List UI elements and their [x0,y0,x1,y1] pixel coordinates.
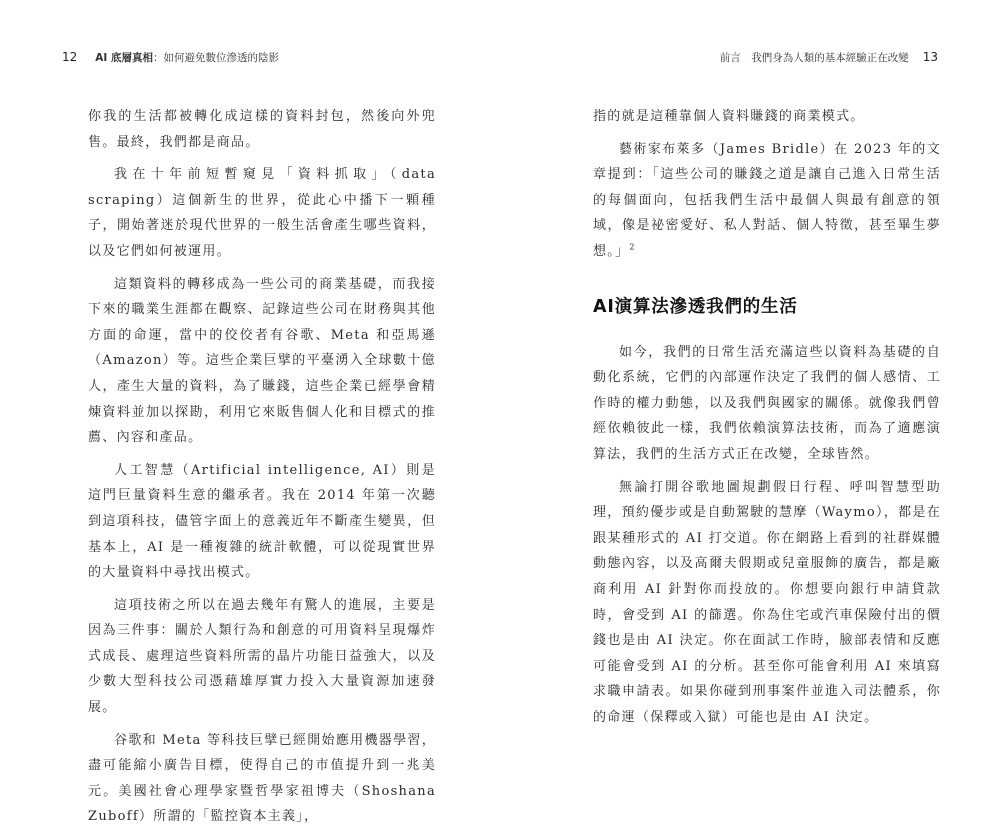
paragraph: 如今，我們的日常生活充滿這些以資料為基礎的自動化系統，它們的內部運作決定了我們的個人感情、工作時的權力動態，以及我們與國家的關係。就像我們曾經依賴彼此一樣，我們依賴演算法技術，而為了適應演算法，我們的生活方式正在改變，全球皆然。 [593,344,941,462]
paragraph-text: 藝術家布萊多（James Bridle）在 2023 年的文章提到：「這些公司的賺錢之道是讓自己進入日常生活的每個面向，包括我們生活中最個人與最有創意的領域，像是祕密愛好、私人對話、個人特徵，甚至畢生夢想。」 [593,141,941,259]
right-body-text [593,104,941,737]
book-title: AI 底層真相 [95,52,153,64]
right-running-head [720,50,938,65]
left-page [0,0,500,825]
left-page-number: 12 [62,50,78,64]
paragraph [593,137,941,265]
left-running-head [62,50,279,65]
chapter-title: 前言 我們身為人類的基本經驗正在改變 [719,52,909,64]
paragraph: 谷歌和 Meta 等科技巨擘已經開始應用機器學習，盡可能縮小廣告目標，使得自己的市值提升到一兆美元。美國社會心理學家暨哲學家祖博夫（Shoshana Zuboff）所謂的「監控資本主義」， [88,732,436,825]
paragraph: 這類資料的轉移成為一些公司的商業基礎，而我接下來的職業生涯都在觀察、記錄這些公司在財務與其他方面的命運，當中的佼佼者有谷歌、Meta 和亞馬遜（Amazon）等。這些企業巨擘的平臺湧入全球數十億人，產生大量的資料，為了賺錢，這些企業已經學會精煉資料並加以探勘，利用它來販售個人化和目標式的推薦、內容和產品。 [88,276,436,446]
paragraph: 人工智慧（Artificial intelligence, AI）則是這門巨量資料生意的繼承者。我在 2014 年第一次聽到這項科技，儘管字面上的意義近年不斷產生變異，但基本上，AI 是一種複雜的統計軟體，可以從現實世界的大量資料中尋找出模式。 [88,462,436,581]
paragraph: 我在十年前短暫窺見「資料抓取」（data scraping）這個新生的世界，從此心中播下一顆種子，開始著迷於現代世界的一般生活會產生哪些資料，以及它們如何被運用。 [88,167,436,259]
right-page-number: 13 [922,50,938,64]
right-page [500,0,1000,725]
book-subtitle: ：如何避免數位滲透的陰影 [152,52,279,64]
paragraph: 這項技術之所以在過去幾年有驚人的進展，主要是因為三件事：關於人類行為和創意的可用資料呈現爆炸式成長、處理這些資料所需的晶片功能日益強大，以及少數大型科技公司憑藉雄厚實力投入大量資源加速發展。 [88,597,436,716]
paragraph: 你我的生活都被轉化成這樣的資料封包，然後向外兜售。最終，我們都是商品。 [88,109,436,150]
paragraph: 無論打開谷歌地圖規劃假日行程、呼叫智慧型助理，預約優步或是自動駕駛的慧摩（Waymo），都是在跟某種形式的 AI 打交道。你在網路上看到的社群媒體動態內容，以及高爾夫假期或兒童服飾的廣告，都是廠商利用 AI 針對你而投放的。你想要向銀行申請貸款時，會受到 AI 的篩選。你為住宅或汽車保險付出的價錢也是由 AI 決定。你在面試工作時，臉部表情和反應可能會受到 AI 的分析。甚至你可能會利用 AI 來填寫求職申請表。如果你碰到刑事案件並進入司法體系，你的命運（保釋或入獄）可能也是由 AI 決定。 [593,479,941,725]
left-body-text [88,104,436,837]
section-heading: AI演算法滲透我們的生活 [593,296,798,317]
paragraph: 指的就是這種靠個人資料賺錢的商業模式。 [593,109,865,124]
footnote-marker[interactable]: 2 [629,242,636,252]
